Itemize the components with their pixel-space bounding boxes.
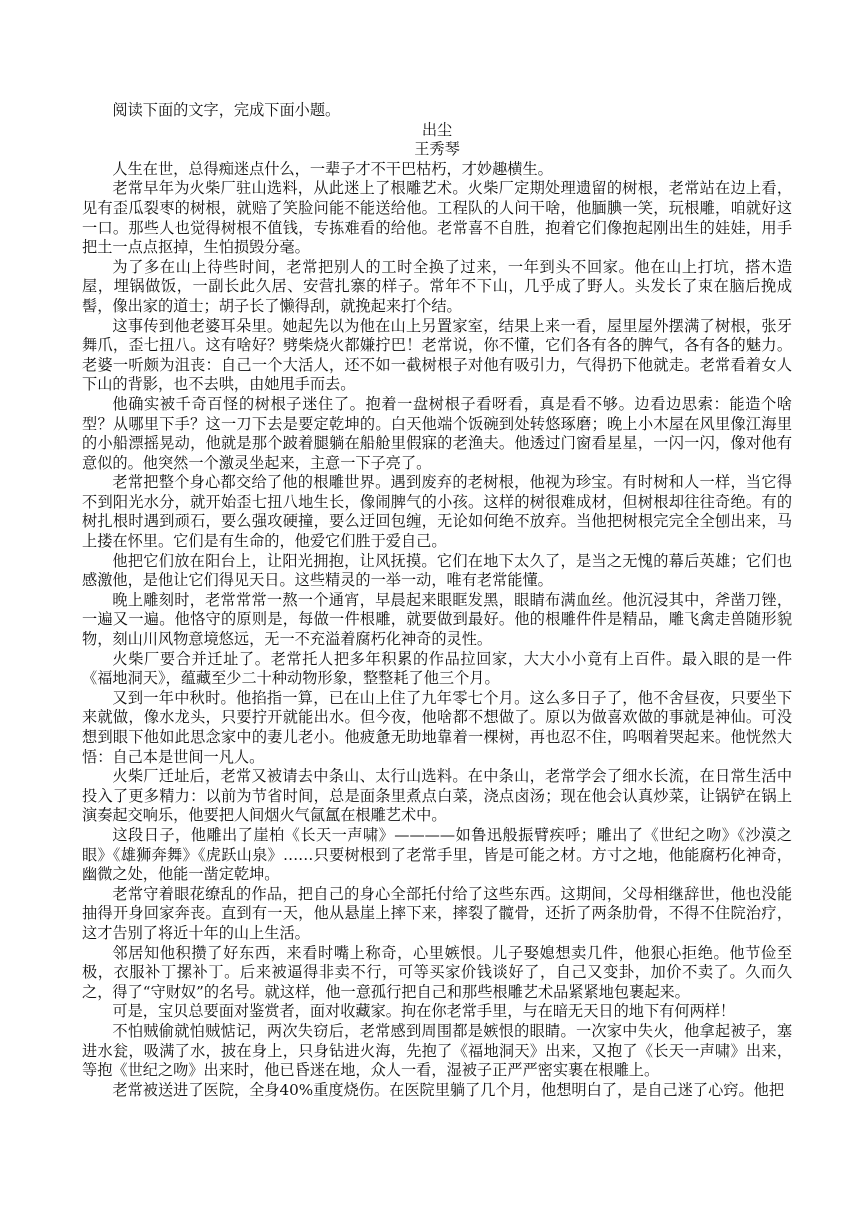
body-paragraph: 火柴厂迁址后，老常又被请去中条山、太行山选料。在中条山，老常学会了细水长流，在日常生活中投入了更多精力：以前为节省时间，总是面条里煮点白菜，浇点卤汤；现在他会认真炒菜，让锅铲在锅上演奏起交响乐，他要把人间烟火气氤氲在根雕艺术中。 [82,767,792,825]
body-paragraph: 他把它们放在阳台上，让阳光拥抱，让风抚摸。它们在地下太久了，是当之无愧的幕后英雄；它们也感激他，是他让它们得见天日。这些精灵的一举一动，唯有老常能懂。 [82,551,792,590]
body-paragraph: 邻居知他积攒了好东西，来看时嘴上称奇，心里嫉恨。儿子娶媳想卖几件，他狠心拒绝。他节俭至极，衣服补丁摞补丁。后来被逼得非卖不行，可等买家价钱谈好了，自己又变卦，加价不卖了。久而久之，得了“守财奴”的名号。就这样，他一意孤行把自己和那些根雕艺术品紧紧地包裹起来。 [82,943,792,1001]
body-paragraph: 这事传到他老婆耳朵里。她起先以为他在山上另置家室，结果上来一看，屋里屋外摆满了树根，张牙舞爪，歪七扭八。这有啥好？劈柴烧火都嫌拧巴！老常说，你不懂，它们各有各的脾气，各有各的魅力。老婆一听颇为沮丧：自己一个大活人，还不如一截树根子对他有吸引力，气得扔下他就走。老常看着女人下山的背影，也不去哄，由她甩手而去。 [82,316,792,394]
instruction-text: 阅读下面的文字，完成下面小题。 [112,101,341,119]
body-paragraph: 老常早年为火柴厂驻山选料，从此迷上了根雕艺术。火柴厂定期处理遗留的树根，老常站在边上看，见有歪瓜裂枣的树根，就赔了笑脸问能不能送给他。工程队的人问干啥，他腼腆一笑，玩根雕，咱就好这一口。那些人也觉得树根不值钱，专拣难看的给他。老常喜不自胜，抱着它们像抱起刚出生的娃娃，用手把土一点点抠掉，生怕损毁分毫。 [82,179,792,257]
body-paragraph: 晚上雕刻时，老常常常一熬一个通宵，早晨起来眼眶发黑，眼睛布满血丝。他沉浸其中，斧凿刀锉，一遍又一遍。他恪守的原则是，每做一件根雕，就要做到最好。他的根雕件件是精品，雕飞禽走兽随形貌物，刻山川风物意境悠远，无一不充溢着腐朽化神奇的灵性。 [82,590,792,649]
article-author: 王秀琴 [414,140,460,159]
article [82,101,792,1100]
body-paragraph: 他确实被千奇百怪的树根子迷住了。抱着一盘树根子看呀看，真是看不够。边看边思索：能造个啥型？从哪里下手？这一刀下去是要定乾坤的。白天他端个饭碗到处转悠琢磨；晚上小木屋在风里像江海里的小船漂摇晃动，他就是那个跛着腿躺在船舱里假寐的老渔夫。他透过门窗看星星，一闪一闪，像对他有意似的。他突然一个激灵坐起来，主意一下子亮了。 [82,394,792,472]
article-title: 出尘 [421,120,453,139]
body-paragraph: 又到一年中秋时。他掐指一算，已在山上住了九年零七个月。这么多日子了，他不舍昼夜，只要坐下来就做，像水龙头，只要拧开就能出水。但今夜，他啥都不想做了。原以为做喜欢做的事就是神仙。可没想到眼下他如此思念家中的妻儿老小。他疲惫无助地靠着一棵树，再也忍不住，呜咽着哭起来。他恍然大悟：自己本是世间一凡人。 [82,688,792,766]
body-paragraph: 这段日子，他雕出了崖柏《长天一声啸》————如鲁迅般振臂疾呼；雕出了《世纪之吻》《沙漠之眼》《雄狮奔舞》《虎跃山泉》……只要树根到了老常手里，皆是可能之材。方寸之地，他能腐朽化神奇，幽微之处，他能一凿定乾坤。 [82,825,792,884]
body-paragraph: 老常守着眼花缭乱的作品，把自己的身心全部托付给了这些东西。这期间，父母相继辞世，他也没能抽得开身回家奔丧。直到有一天，他从悬崖上摔下来，摔裂了髋骨，还折了两条肋骨，不得不住院治疗，这才告别了将近十年的山上生活。 [82,884,792,942]
body-paragraph: 老常被送进了医院，全身40%重度烧伤。在医院里躺了几个月，他想明白了，是自己迷了心窍。他把 [112,1080,785,1099]
body-paragraph: 人生在世，总得痴迷点什么，一辈子才不干巴枯朽，才妙趣横生。 [112,159,553,178]
body-paragraph: 不怕贼偷就怕贼惦记，两次失窃后，老常感到周围都是嫉恨的眼睛。一次家中失火，他拿起被子，塞进水瓮，吸满了水，披在身上，只身钻进火海，先抱了《福地洞天》出来，又抱了《长天一声啸》出来，等抱《世纪之吻》出来时，他已昏迷在地，众人一看，湿被子正严严密实裹在根雕上。 [82,1021,792,1080]
article-body [82,160,792,1101]
body-paragraph: 老常把整个身心都交给了他的根雕世界。遇到废弃的老树根，他视为珍宝。有时树和人一样，当它得不到阳光水分，就开始歪七扭八地生长，像闹脾气的小孩。这样的树很难成材，但树根却往往奇绝。有的树扎根时遇到顽石，要么强攻硬撞，要么迂回包缠，无论如何绝不放弃。当他把树根完完全全刨出来，马上搂在怀里。它们是有生命的，他爱它们胜于爱自己。 [82,473,792,551]
body-paragraph: 为了多在山上待些时间，老常把别人的工时全换了过来，一年到头不回家。他在山上打坑，搭木造屋，埋锅做饭，一副长此久居、安营扎寨的样子。常年不下山，几乎成了野人。头发长了束在脑后挽成髻，像出家的道士；胡子长了懒得刮，就挽起来打个结。 [82,257,792,315]
body-paragraph: 火柴厂要合并迁址了。老常托人把多年积累的作品拉回家，大大小小竟有上百件。最入眼的是一件《福地洞天》，蕴藏至少二十种动物形象，整整耗了他三个月。 [82,649,792,688]
body-paragraph: 可是，宝贝总要面对鉴赏者，面对收藏家。拘在你老常手里，与在暗无天日的地下有何两样！ [112,1002,736,1021]
